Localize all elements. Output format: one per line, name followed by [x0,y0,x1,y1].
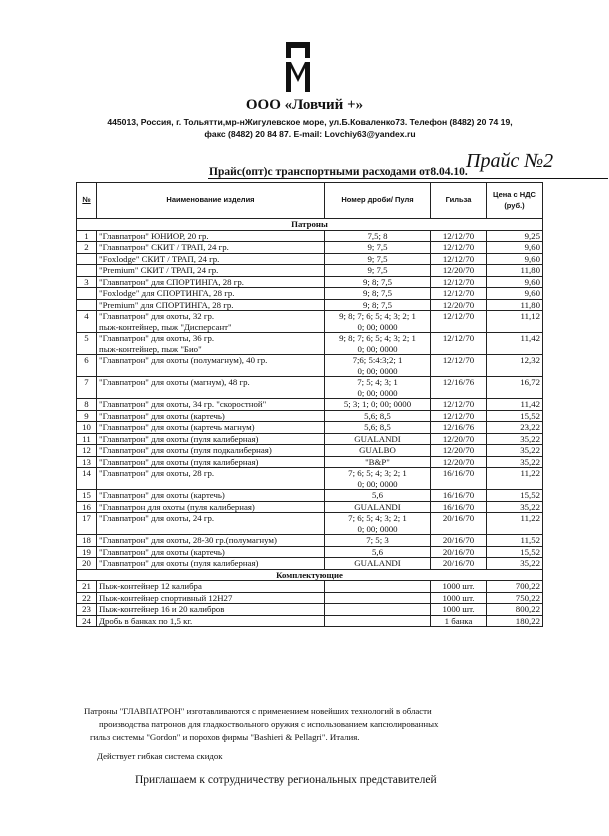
row-name: "Главпатрон" СКИТ / ТРАП, 24 гр. [97,242,325,254]
row-price: 23,22 [487,422,543,434]
table-row [77,456,543,468]
row-shell: 12/12/70 [431,355,487,377]
row-price: 15,52 [487,410,543,422]
row-number [77,253,97,265]
table-row [77,615,543,627]
row-shot [325,615,431,627]
row-shell: 12/12/70 [431,311,487,333]
row-price: 9,60 [487,288,543,300]
row-shell: 16/16/70 [431,501,487,513]
table-row [77,242,543,254]
table-row [77,490,543,502]
row-name: "Главпатрон для охоты (пуля калиберная) [97,501,325,513]
row-shot: GUALANDI [325,558,431,570]
row-price: 11,42 [487,399,543,411]
row-shot [325,604,431,616]
row-name: "Главпатрон" для охоты (полумагнум), 40 гр. [97,355,325,377]
row-name: "Главпатрон" для охоты, 34 гр. "скоростной" [97,399,325,411]
row-shot: GUALANDI [325,433,431,445]
table-row [77,501,543,513]
row-price: 11,80 [487,299,543,311]
row-number: 1 [77,230,97,242]
section-title: Комплектующие [77,569,543,581]
row-shell: 12/20/70 [431,299,487,311]
row-shot [325,581,431,593]
row-price: 9,60 [487,253,543,265]
row-name: "Главпатрон" для охоты, 28 гр. [97,468,325,490]
row-number: 10 [77,422,97,434]
company-address-line2: факс (8482) 20 84 87. E-mail: Lovchiy63@yandex.ru [204,129,416,139]
row-name: "Главпатрон" для охоты, 24 гр. [97,513,325,535]
row-shot: GUALANDI [325,501,431,513]
row-shot [325,592,431,604]
row-price: 35,22 [487,558,543,570]
row-number [77,288,97,300]
row-shell: 1000 шт. [431,604,487,616]
row-name: "Foxlodge" для СПОРТИНГА, 28 гр. [97,288,325,300]
row-shot: 9; 8; 7; 6; 5; 4; 3; 2; 1 0; 00; 0000 [325,311,431,333]
row-shot: 5,6; 8,5 [325,410,431,422]
row-price: 11,80 [487,265,543,277]
table-row [77,410,543,422]
footer-line1: Патроны "ГЛАВПАТРОН" изготавливаются с применением новейших технологий в области [84,706,432,716]
row-name: Пыж-контейнер 16 и 20 калибров [97,604,325,616]
row-shell: 12/12/70 [431,253,487,265]
table-row [77,445,543,457]
section-title: Патроны [77,219,543,231]
row-number: 12 [77,445,97,457]
row-price: 15,52 [487,490,543,502]
table-row [77,355,543,377]
row-price: 9,60 [487,242,543,254]
row-shot: 5; 3; 1; 0; 00; 0000 [325,399,431,411]
row-number: 9 [77,410,97,422]
row-price: 700,22 [487,581,543,593]
row-number: 3 [77,276,97,288]
row-shot: 5,6 [325,546,431,558]
row-name: "Главпатрон" для охоты, 28-30 гр.(полумагнум) [97,535,325,547]
row-price: 11,22 [487,468,543,490]
row-number: 5 [77,333,97,355]
header-shell: Гильза [431,183,487,219]
table-row [77,581,543,593]
row-name: "Главпатрон" для охоты (картечь магнум) [97,422,325,434]
row-name: "Главпатрон" для охоты (пуля калиберная) [97,433,325,445]
row-number: 21 [77,581,97,593]
table-row [77,276,543,288]
row-shot: 7; 5; 3 [325,535,431,547]
row-name: "Главпатрон" для СПОРТИНГА, 28 гр. [97,276,325,288]
row-shell: 12/12/70 [431,242,487,254]
row-name: "Foxlodge" СКИТ / ТРАП, 24 гр. [97,253,325,265]
footer-invite: Приглашаем к сотрудничеству региональных представителей [135,774,437,786]
row-shell: 12/12/70 [431,410,487,422]
row-number: 13 [77,456,97,468]
row-shell: 16/16/70 [431,468,487,490]
row-shell: 20/16/70 [431,558,487,570]
row-shot: 7; 6; 5; 4; 3; 2; 1 0; 00; 0000 [325,513,431,535]
row-name: Пыж-контейнер 12 калибра [97,581,325,593]
row-shell: 12/12/70 [431,276,487,288]
row-price: 800,22 [487,604,543,616]
footer-line2: производства патронов для гладкоствольного оружия с использованием капсюлированных [99,719,439,729]
row-number [77,299,97,311]
row-shot: 7; 6; 5; 4; 3; 2; 1 0; 00; 0000 [325,468,431,490]
row-shell: 12/12/70 [431,230,487,242]
row-price: 16,72 [487,377,543,399]
table-section-row [77,569,543,581]
row-name: "Главпатрон" для охоты (картечь) [97,490,325,502]
row-name: Дробь в банках по 1,5 кг. [97,615,325,627]
footer-discount: Действует гибкая система скидок [97,751,223,761]
row-number: 14 [77,468,97,490]
row-shell: 12/16/76 [431,422,487,434]
header-name: Наименование изделия [97,183,325,219]
company-logo [283,42,313,94]
row-shell: 20/16/70 [431,546,487,558]
price-table [76,182,543,627]
row-price: 12,32 [487,355,543,377]
row-name: "Главпатрон" для охоты (пуля калиберная) [97,558,325,570]
row-name: "Premium" для СПОРТИНГА, 28 гр. [97,299,325,311]
company-address-line1: 445013, Россия, г. Тольятти,мр-нЖигулевское море, ул.Б.Коваленко73. Телефон (8482) 20 74 19, [107,117,513,127]
row-shell: 20/16/70 [431,535,487,547]
row-shell: 12/20/70 [431,445,487,457]
row-name: "Главпатрон" для охоты (пуля подкалиберная) [97,445,325,457]
row-shot: 9; 8; 7,5 [325,276,431,288]
row-number: 20 [77,558,97,570]
row-price: 11,22 [487,513,543,535]
row-shell: 12/20/70 [431,265,487,277]
row-price: 750,22 [487,592,543,604]
price-title: Прайс(опт)с транспортными расходами от8.04.10. [209,166,468,178]
table-section-row [77,219,543,231]
row-name: "Главпатрон" для охоты (пуля калиберная) [97,456,325,468]
row-number: 22 [77,592,97,604]
row-number: 11 [77,433,97,445]
row-shot: 7,5; 8 [325,230,431,242]
row-number [77,265,97,277]
table-row [77,265,543,277]
row-name: "Premium" СКИТ / ТРАП, 24 гр. [97,265,325,277]
title-underline [208,178,608,179]
row-shot: 5,6 [325,490,431,502]
row-price: 35,22 [487,445,543,457]
row-shot: 9; 8; 7,5 [325,299,431,311]
row-shell: 1000 шт. [431,592,487,604]
row-number: 24 [77,615,97,627]
row-number: 23 [77,604,97,616]
row-price: 11,42 [487,333,543,355]
table-row [77,535,543,547]
row-name: "Главпатрон" для охоты (магнум), 48 гр. [97,377,325,399]
row-shell: 16/16/70 [431,490,487,502]
row-shell: 20/16/70 [431,513,487,535]
row-number: 19 [77,546,97,558]
table-row [77,230,543,242]
row-shot: 9; 8; 7; 6; 5; 4; 3; 2; 1 0; 00; 0000 [325,333,431,355]
row-price: 180,22 [487,615,543,627]
table-row [77,399,543,411]
row-shell: 1000 шт. [431,581,487,593]
row-price: 35,22 [487,501,543,513]
table-row [77,299,543,311]
handwritten-note: Прайс №2 [466,150,554,172]
row-shot: 9; 8; 7,5 [325,288,431,300]
table-row [77,377,543,399]
row-shell: 1 банка [431,615,487,627]
row-number: 15 [77,490,97,502]
row-number: 8 [77,399,97,411]
footer-line3: гильз системы "Gordon" и порохов фирмы "Bashieri & Pellagri". Италия. [90,732,360,742]
row-price: 15,52 [487,546,543,558]
row-price: 9,60 [487,276,543,288]
table-row [77,468,543,490]
row-number: 4 [77,311,97,333]
table-row [77,333,543,355]
row-name: "Главпатрон" для охоты (картечь) [97,410,325,422]
row-shell: 12/12/70 [431,333,487,355]
table-row [77,433,543,445]
row-shot: "B&P" [325,456,431,468]
row-shell: 12/12/70 [431,399,487,411]
row-number: 7 [77,377,97,399]
row-price: 11,12 [487,311,543,333]
row-number: 6 [77,355,97,377]
table-row [77,546,543,558]
table-row [77,311,543,333]
table-row [77,288,543,300]
company-name: ООО «Ловчий +» [245,97,364,113]
row-price: 11,52 [487,535,543,547]
table-row [77,558,543,570]
row-price: 35,22 [487,433,543,445]
row-name: Пыж-контейнер спортивный 12Н27 [97,592,325,604]
table-row [77,253,543,265]
row-number: 18 [77,535,97,547]
row-shell: 12/20/70 [431,456,487,468]
row-number: 2 [77,242,97,254]
row-price: 9,25 [487,230,543,242]
row-number: 16 [77,501,97,513]
row-price: 35,22 [487,456,543,468]
row-shell: 12/16/76 [431,377,487,399]
header-price: Цена с НДС (руб.) [487,183,543,219]
row-shot: 7;6; 5:4:3;2; 1 0; 00; 0000 [325,355,431,377]
row-shot: GUALBO [325,445,431,457]
row-name: "Главпатрон" для охоты (картечь) [97,546,325,558]
row-shot: 9; 7,5 [325,253,431,265]
table-row [77,422,543,434]
row-shot: 9; 7,5 [325,242,431,254]
row-name: "Главпатрон" для охоты, 32 гр. пыж-контейнер, пыж "Дисперсант" [97,311,325,333]
row-shot: 5,6; 8,5 [325,422,431,434]
row-shot: 7; 5; 4; 3; 1 0; 00; 0000 [325,377,431,399]
row-shot: 9; 7,5 [325,265,431,277]
table-row [77,604,543,616]
row-number: 17 [77,513,97,535]
row-shell: 12/12/70 [431,288,487,300]
header-number: № [77,183,97,219]
header-shot: Номер дроби/ Пуля [325,183,431,219]
table-row [77,513,543,535]
row-name: "Главпатрон" для охоты, 36 гр. пыж-контейнер, пыж "Био" [97,333,325,355]
row-shell: 12/20/70 [431,433,487,445]
table-row [77,592,543,604]
row-name: "Главпатрон" ЮНИОР, 20 гр. [97,230,325,242]
